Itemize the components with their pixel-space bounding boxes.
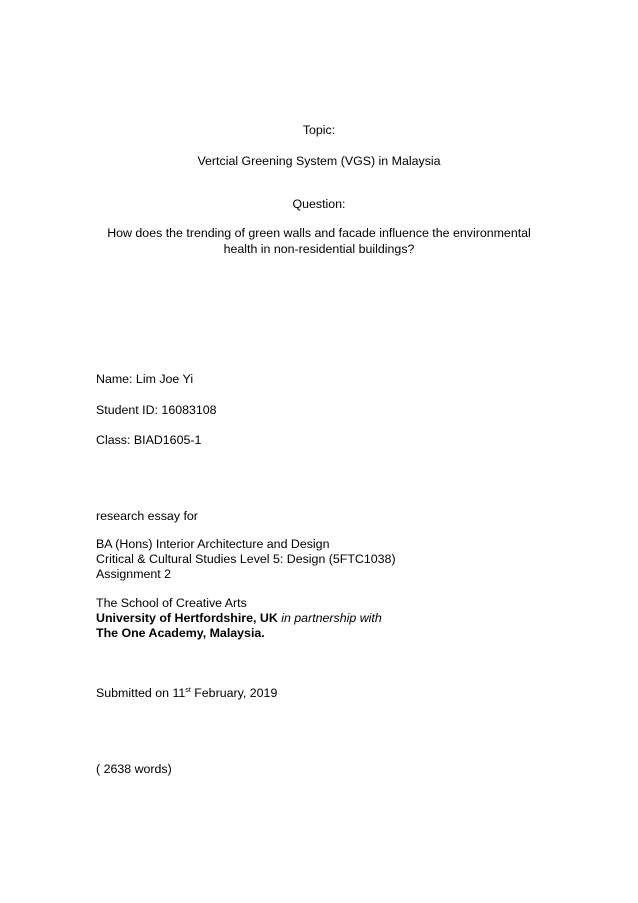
student-class: Class: BIAD1605-1 xyxy=(96,433,202,447)
essay-type: research essay for xyxy=(96,509,198,523)
word-count: ( 2638 words) xyxy=(96,762,172,776)
academy: The One Academy, Malaysia. xyxy=(96,626,265,640)
submission-prefix: Submitted on 11 xyxy=(96,686,186,700)
programme: BA (Hons) Interior Architecture and Design xyxy=(96,537,330,551)
submission-suffix: February, 2019 xyxy=(190,686,278,700)
topic-title: Vertcial Greening System (VGS) in Malaysia xyxy=(197,154,441,168)
university-name: University of Hertfordshire, UK xyxy=(96,611,278,625)
student-name: Name: Lim Joe Yi xyxy=(96,372,194,386)
question-label: Question: xyxy=(292,197,346,211)
school: The School of Creative Arts xyxy=(96,596,247,610)
topic-label: Topic: xyxy=(302,123,336,137)
question-line-1: How does the trending of green walls and facade influence the environmental xyxy=(107,226,531,240)
assignment: Assignment 2 xyxy=(96,567,172,581)
module: Critical & Cultural Studies Level 5: Design (5FTC1038) xyxy=(96,552,396,566)
student-id: Student ID: 16083108 xyxy=(96,403,217,417)
submission-date xyxy=(96,685,616,702)
question-line-2: health in non-residential buildings? xyxy=(223,242,415,256)
submission-ordinal: st xyxy=(185,687,191,694)
partnership-text: in partnership with xyxy=(277,611,382,625)
